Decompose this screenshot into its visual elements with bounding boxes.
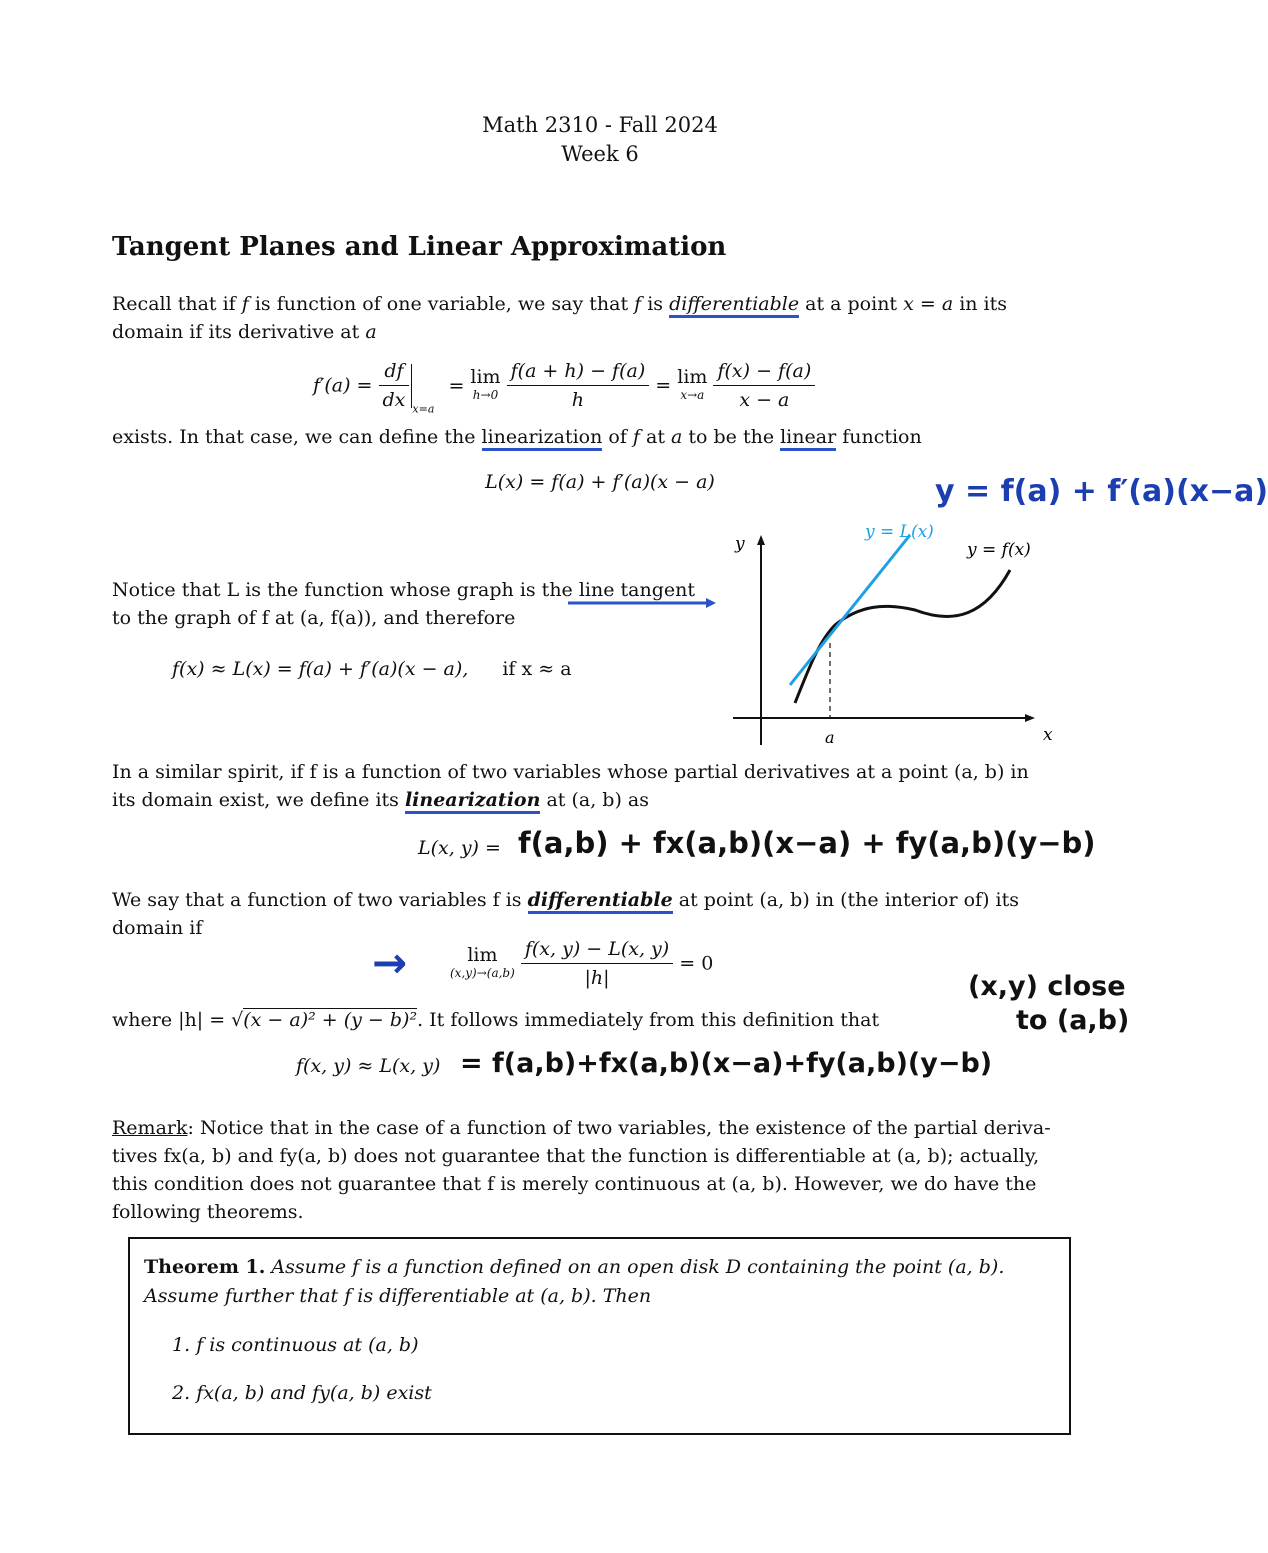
tangent-line-graph <box>725 515 1065 750</box>
intro-line-2: domain if its derivative at a <box>112 321 377 343</box>
course-title <box>0 113 1200 137</box>
differentiable-term: differentiable <box>669 293 799 318</box>
y-axis-label: y <box>735 534 745 554</box>
tangent-label: y = L(x) <box>865 522 934 542</box>
differentiable-line-1: We say that a function of two variables f is differentiable at point (a, b) in (the interior of) its <box>112 886 1102 914</box>
linearization-term: linearization <box>482 426 603 451</box>
x-axis-label: x <box>1043 725 1053 745</box>
handwritten-approximation-2d: = f(a,b)+fx(a,b)(x−a)+fy(a,b)(y−b) <box>460 1048 993 1079</box>
linearization-bold: linearization <box>405 789 540 814</box>
handwritten-close-note: (x,y) close to (a,b) <box>968 971 1130 1036</box>
approximation-equation: f(x) ≈ L(x) = f(a) + f′(a)(x − a), if x ≈ a <box>172 658 572 680</box>
approximation-2d-lhs: f(x, y) ≈ L(x, y) <box>296 1055 441 1077</box>
y-axis-arrow <box>757 535 765 545</box>
remark-line-2: tives fx(a, b) and fy(a, b) does not guarantee that the function is differentiable at (a, b); actually, <box>112 1145 1040 1167</box>
remark-line-3: this condition does not guarantee that f is merely continuous at (a, b). However, we do have the <box>112 1173 1037 1195</box>
handwritten-linearization-2d: f(a,b) + fx(a,b)(x−a) + fy(a,b)(y−b) <box>518 826 1096 860</box>
week-label: Week 6 <box>561 142 639 166</box>
section-title: Tangent Planes and Linear Approximation <box>112 232 727 262</box>
where-line: where |h| = √(x − a)² + (y − b)². It follows immediately from this definition that <box>112 1009 880 1031</box>
theorem-line-2: Assume further that f is differentiable at (a, b). Then <box>144 1285 652 1307</box>
theorem-line-1: Theorem 1. Assume f is a function defined on an open disk D containing the point (a, b). <box>144 1256 1005 1278</box>
remark-line-4: following theorems. <box>112 1201 304 1223</box>
x-axis-arrow <box>1025 714 1035 722</box>
derivative-equation: f′(a) = $\frac{df}{dx}$ $_{x=a}$ = lim h→0 $\frac{f(a + h) - f(a)}{h}$ = lim x→a $\frac{f(x) - f(a)}{x - a}$ <box>313 357 815 424</box>
theorem-item-1: 1. f is continuous at (a, b) <box>172 1334 419 1356</box>
theorem-box <box>128 1237 1071 1435</box>
remark-line-1: Remark: Notice that in the case of a function of two variables, the existence of the partial deriva- <box>112 1117 1051 1139</box>
notice-line-2: to the graph of f at (a, f(a)), and therefore <box>112 607 516 629</box>
handwritten-arrow: → <box>372 938 408 987</box>
differentiability-limit: lim (x,y)→(a,b) $\frac{f(x, y) - L(x, y)}{|h|}$ = 0 <box>450 935 713 992</box>
similar-line-1: In a similar spirit, if f is a function of two variables whose partial derivatives at a point (a, b) in <box>112 761 1029 783</box>
intro-line-1: Recall that if f is function of one variable, we say that f is differentiable at a point x = a in its <box>112 290 1102 318</box>
linear-term: linear <box>780 426 836 451</box>
linearization-2d-lhs: L(x, y) = <box>418 837 501 859</box>
exists-line: exists. In that case, we can define the linearization of f at a to be the linear function <box>112 423 922 451</box>
differentiable-bold: differentiable <box>528 889 673 914</box>
notice-line-1: Notice that L is the function whose graph is the line tangent <box>112 579 695 601</box>
tangent-line <box>790 535 910 685</box>
week-title <box>0 142 1200 166</box>
remark-label: Remark <box>112 1117 188 1139</box>
tick-a-label: a <box>825 728 835 747</box>
handwritten-underlines-notice <box>560 595 720 655</box>
curve-label: y = f(x) <box>967 540 1031 560</box>
similar-line-2: its domain exist, we define its linearization at (a, b) as <box>112 786 649 814</box>
theorem-item-2: 2. fx(a, b) and fy(a, b) exist <box>172 1382 432 1404</box>
theorem-label: Theorem 1. <box>144 1256 266 1278</box>
course-name: Math 2310 - Fall 2024 <box>482 113 718 137</box>
linearization-definition: L(x) = f(a) + f′(a)(x − a) <box>485 471 715 493</box>
handwritten-tangent-equation: y = f(a) + f′(a)(x−a) <box>935 474 1268 509</box>
differentiable-line-2: domain if <box>112 917 203 939</box>
